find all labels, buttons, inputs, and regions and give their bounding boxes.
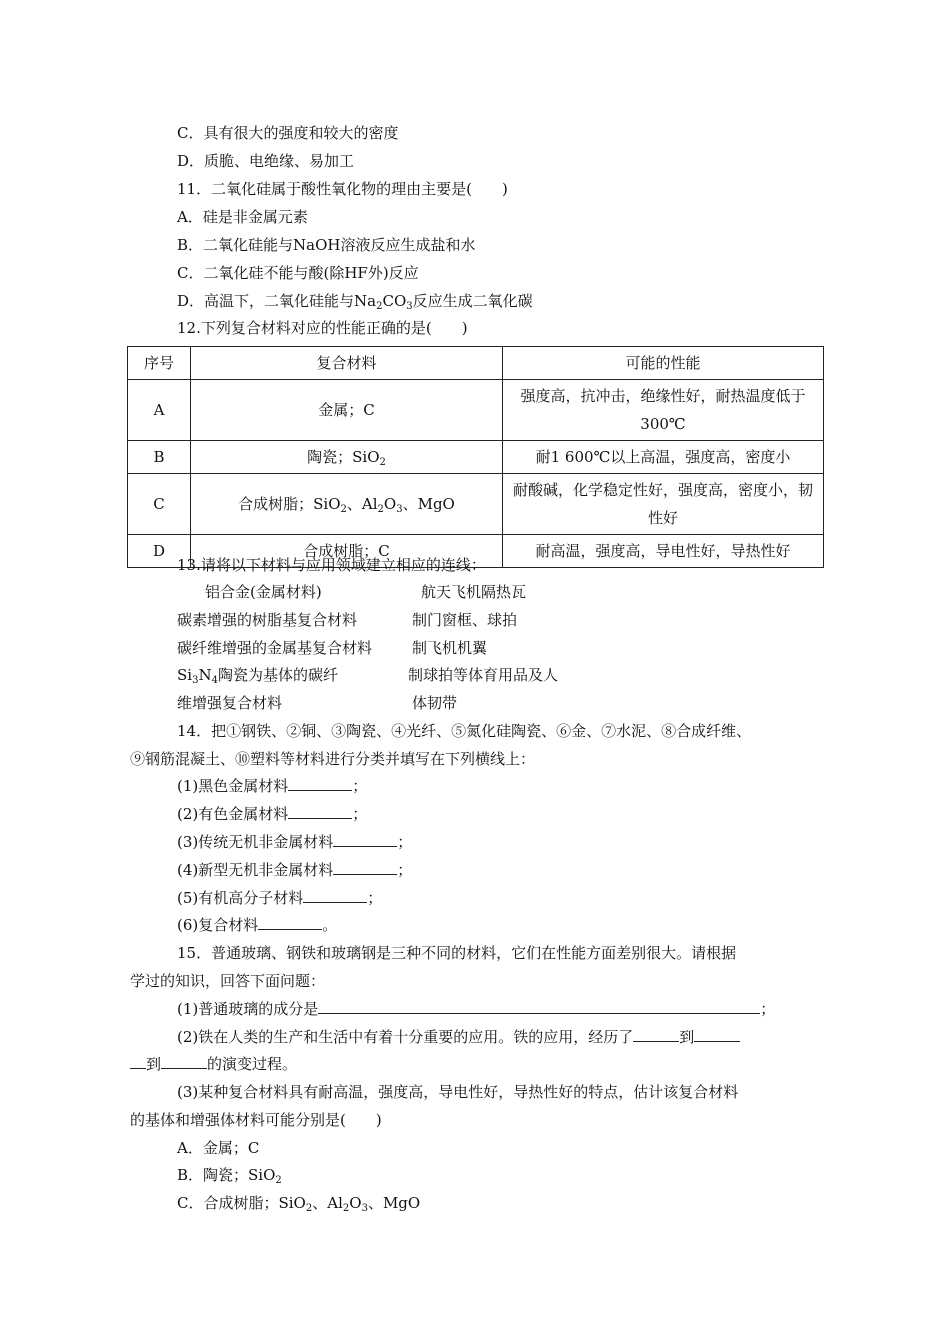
q15-part-2-line2: 到 的演变过程。 [130, 1054, 297, 1074]
q14-item-4: (4)新型无机非金属材料 ； [177, 861, 413, 879]
row-id: A [128, 380, 191, 441]
q13-right-3: 制飞机机翼 [412, 639, 488, 657]
q15-part-3-line2: 的基体和增强体材料可能分别是( ) [130, 1111, 382, 1129]
q15-option-c: C．合成树脂；SiO$_2$、$Al_2O_3$、MgO [177, 1194, 421, 1214]
answer-blank[interactable] [288, 776, 352, 791]
q11-option-b: B．二氧化硅能与NaOH溶液反应生成盐和水 [177, 236, 476, 254]
q14-stem-line1: 14．把①钢铁、②铜、③陶瓷、④光纤、⑤氮化硅陶瓷、⑥金、⑦水泥、⑧合成纤维、 [177, 722, 752, 740]
q14-item-3: (3)传统无机非金属材料 ； [177, 833, 413, 851]
row-id: B [128, 441, 191, 474]
row-material: 金属；C [191, 380, 503, 441]
q14-stem-line2: ⑨钢筋混凝土、⑩塑料等材料进行分类并填写在下列横线上： [130, 750, 536, 768]
q13-left-3: 碳纤维增强的金属基复合材料 [177, 639, 373, 657]
answer-blank[interactable] [161, 1054, 207, 1069]
table-row [128, 441, 824, 474]
header-id: 序号 [128, 347, 191, 380]
answer-blank[interactable] [694, 1027, 740, 1042]
q10-option-d: D．质脆、电绝缘、易加工 [177, 152, 355, 170]
row-id: C [128, 474, 191, 535]
header-material: 复合材料 [191, 347, 503, 380]
q13-right-1: 航天飞机隔热瓦 [421, 583, 527, 601]
row-property: 耐高温，强度高，导电性好，导热性好 [503, 535, 824, 568]
table-header-row [128, 347, 824, 380]
q13-left-2: 碳素增强的树脂基复合材料 [177, 611, 358, 629]
q11-option-c: C．二氧化硅不能与酸(除HF外)反应 [177, 264, 419, 282]
row-material: 陶瓷；SiO$_2$ [191, 441, 503, 474]
row-material: 合成树脂；C [191, 535, 503, 568]
answer-blank[interactable] [333, 860, 397, 875]
q14-item-1: (1)黑色金属材料 ； [177, 777, 368, 795]
header-property: 可能的性能 [503, 347, 824, 380]
q13-right-2: 制门窗框、球拍 [412, 611, 518, 629]
q12-table [127, 346, 824, 568]
q15-part-1: (1)普通玻璃的成分是 ； [177, 1000, 776, 1018]
q14-item-6: (6)复合材料 。 [177, 916, 338, 934]
q13-left-4: $Si_3N_4$陶瓷为基体的碳纤 [177, 666, 338, 686]
q13-right-4: 制球拍等体育用品及人 [408, 666, 559, 684]
q15-stem-line1: 15．普通玻璃、钢铁和玻璃钢是三种不同的材料，它们在性能方面差别很大。请根据 [177, 944, 737, 962]
q15-part-2-line1: (2)铁在人类的生产和生活中有着十分重要的应用。铁的应用，经历了 到 [177, 1027, 740, 1047]
answer-blank[interactable] [130, 1054, 146, 1069]
row-property: 耐1 600℃以上高温，强度高，密度小 [503, 441, 824, 474]
q14-item-2: (2)有色金属材料 ； [177, 805, 368, 823]
row-property: 耐酸碱，化学稳定性好，强度高，密度小，韧性好 [503, 474, 824, 535]
table-row [128, 380, 824, 441]
q15-option-b: B．陶瓷；SiO$_2$ [177, 1166, 282, 1186]
answer-blank[interactable] [288, 804, 352, 819]
q12-stem: 12.下列复合材料对应的性能正确的是( ) [177, 319, 468, 337]
q15-option-a: A．金属；C [177, 1139, 260, 1157]
q15-stem-line2: 学过的知识，回答下面问题： [130, 972, 326, 990]
q11-option-d: D．高温下，二氧化硅能与$Na_2CO_3$反应生成二氧化碳 [177, 292, 533, 312]
q13-stem: 13.请将以下材料与应用领域建立相应的连线： [177, 556, 486, 574]
q13-right-5: 体韧带 [412, 694, 458, 712]
q10-option-c: C．具有很大的强度和较大的密度 [177, 124, 399, 142]
q15-part-3-line1: (3)某种复合材料具有耐高温，强度高，导电性好，导热性好的特点，估计该复合材料 [177, 1083, 739, 1101]
answer-blank[interactable] [303, 888, 367, 903]
q13-left-1: 铝合金(金属材料) [205, 583, 322, 601]
q11-stem: 11．二氧化硅属于酸性氧化物的理由主要是( ) [177, 180, 508, 198]
answer-blank[interactable] [333, 832, 397, 847]
answer-blank[interactable] [318, 999, 760, 1014]
q14-item-5: (5)有机高分子材料 ； [177, 889, 383, 907]
q11-option-a: A．硅是非金属元素 [177, 208, 308, 226]
row-id: D [128, 535, 191, 568]
answer-blank[interactable] [258, 915, 322, 930]
table-row [128, 474, 824, 535]
answer-blank[interactable] [633, 1027, 679, 1042]
q13-left-5: 维增强复合材料 [177, 694, 283, 712]
row-property: 强度高，抗冲击，绝缘性好，耐热温度低于300℃ [503, 380, 824, 441]
row-material: 合成树脂；SiO$_2$、$Al_2O_3$、MgO [191, 474, 503, 535]
